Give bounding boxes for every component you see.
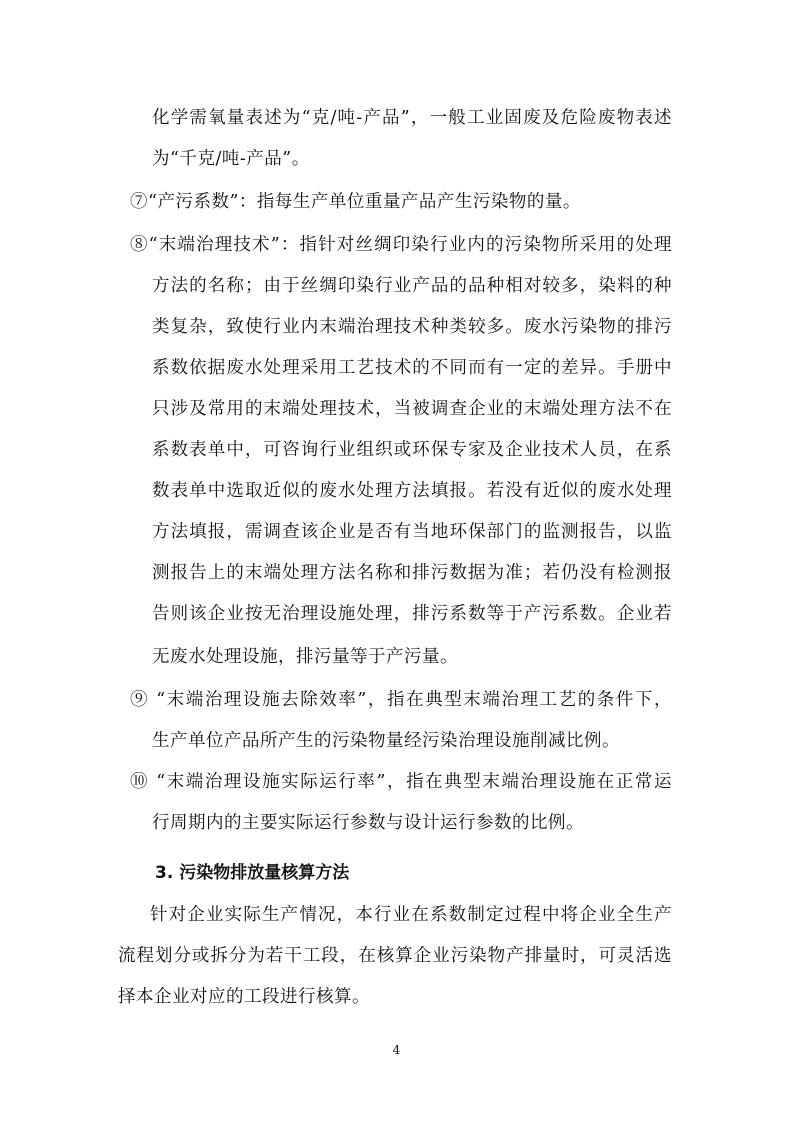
text-line: 行周期内的主要实际运行参数与设计运行参数的比例。 xyxy=(152,813,584,833)
text-line: 系数依据废水处理采用工艺技术的不同而有一定的差异。手册中 xyxy=(152,358,672,378)
text-line: 为“千克/吨-产品”。 xyxy=(152,149,310,169)
text-line: 告则该企业按无治理设施处理，排污系数等于产污系数。企业若 xyxy=(152,604,672,624)
text-line: 只涉及常用的末端处理技术，当被调查企业的末端处理方法不在 xyxy=(152,399,672,419)
text-line: ⑦“产污系数”：指每生产单位重量产品产生污染物的量。 xyxy=(130,192,581,212)
text-line: 无废水处理设施，排污量等于产污量。 xyxy=(152,647,458,667)
text-line: 系数表单中，可咨询行业组织或环保专家及企业技术人员，在系 xyxy=(152,440,672,460)
section-heading: 3. 污染物排放量核算方法 xyxy=(155,863,350,883)
text-line: 测报告上的末端处理方法名称和排污数据为准；若仍没有检测报 xyxy=(152,563,672,583)
text-line: 数表单中选取近似的废水处理方法填报。若没有近似的废水处理 xyxy=(152,481,672,501)
text-line: ⑧“末端治理技术”：指针对丝绸印染行业内的污染物所采用的处理 xyxy=(130,235,672,255)
text-line: 方法填报，需调查该企业是否有当地环保部门的监测报告，以监 xyxy=(152,522,672,542)
text-line: 生产单位产品所产生的污染物量经污染治理设施削减比例。 xyxy=(152,731,620,751)
text-line: ⑨ “末端治理设施去除效率”，指在典型末端治理工艺的条件下， xyxy=(130,690,672,710)
text-line: 方法的名称；由于丝绸印染行业产品的品种相对较多，染料的种 xyxy=(152,276,672,296)
text-line: 化学需氧量表述为“克/吨-产品”，一般工业固废及危险废物表述 xyxy=(152,108,672,128)
text-line: 择本企业对应的工段进行核算。 xyxy=(118,987,370,1007)
text-line: 针对企业实际生产情况，本行业在系数制定过程中将企业全生产 xyxy=(150,905,672,925)
page-number: 4 xyxy=(392,1043,401,1057)
text-line: 类复杂，致使行业内末端治理技术种类较多。废水污染物的排污 xyxy=(152,317,672,337)
text-line: 流程划分或拆分为若干工段，在核算企业污染物产排量时，可灵活选 xyxy=(118,946,672,966)
text-line: ⑩ “末端治理设施实际运行率”，指在典型末端治理设施在正常运 xyxy=(130,772,672,792)
